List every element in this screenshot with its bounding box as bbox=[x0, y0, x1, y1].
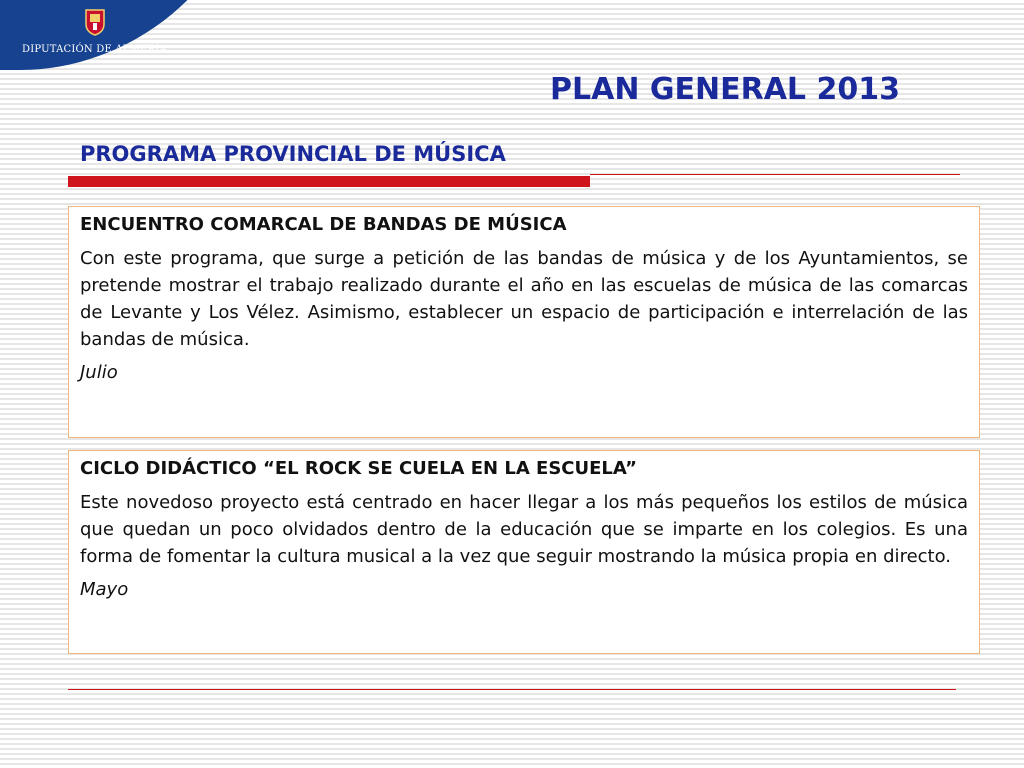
program-item-date: Mayo bbox=[80, 579, 129, 600]
program-item-date: Julio bbox=[80, 362, 118, 383]
program-item-heading: CICLO DIDÁCTICO “EL ROCK SE CUELA EN LA ESCUELA” bbox=[80, 458, 638, 479]
organization-name: DIPUTACIÓN DE ALMERÍA bbox=[22, 44, 167, 55]
section-title: PROGRAMA PROVINCIAL DE MÚSICA bbox=[80, 142, 506, 166]
section-divider-thick bbox=[68, 176, 590, 187]
header-logo-band bbox=[0, 0, 250, 70]
program-item-heading: ENCUENTRO COMARCAL DE BANDAS DE MÚSICA bbox=[80, 214, 567, 235]
program-item bbox=[68, 206, 980, 438]
program-item bbox=[68, 450, 980, 654]
section-divider-thin bbox=[590, 174, 960, 175]
footer-divider bbox=[68, 689, 956, 690]
program-item-description: Este novedoso proyecto está centrado en hacer llegar a los más pequeños los estilos de música que quedan un poco olvidados dentro de la educación que se imparte en los colegios. Es una forma de fomentar la cultura musical a la vez que seguir mostrando la música propia en directo. bbox=[80, 492, 968, 567]
page-title: PLAN GENERAL 2013 bbox=[550, 72, 900, 107]
program-item-description: Con este programa, que surge a petición de las bandas de música y de los Ayuntamientos, se pretende mostrar el trabajo realizado durante el año en las escuelas de música de las comarcas de Levante y Los Vélez. Asimismo, establecer un espacio de participación e interrelación de las bandas de música. bbox=[80, 248, 968, 350]
crest-icon bbox=[84, 8, 106, 36]
